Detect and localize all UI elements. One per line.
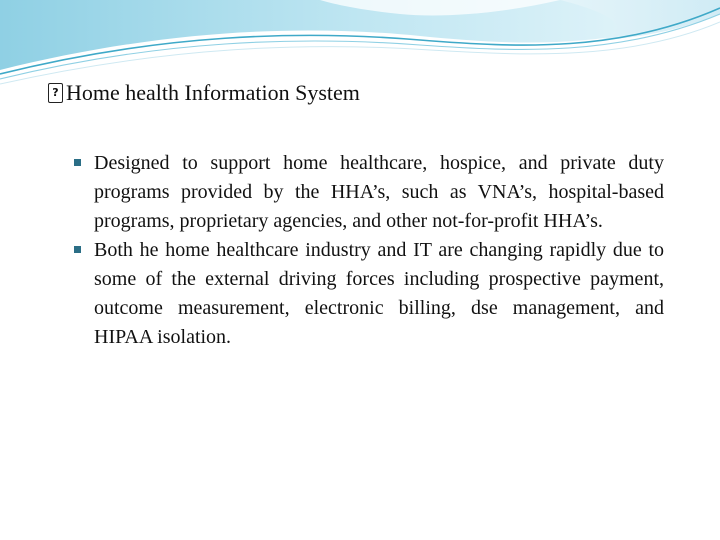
square-bullet-icon bbox=[74, 246, 81, 253]
bullet-item bbox=[94, 236, 664, 352]
square-bullet-icon bbox=[74, 159, 81, 166]
bullet-list bbox=[94, 149, 664, 352]
bullet-item bbox=[94, 149, 664, 236]
slide-title bbox=[48, 78, 360, 108]
bullet-text: Both he home healthcare industry and IT are changing rapidly due to some of the external driving forces including prospective payment, outcome measurement, electronic billing, dse management, and HIPAA isolation. bbox=[94, 239, 664, 348]
header-wave-decoration bbox=[0, 0, 720, 90]
missing-glyph-icon bbox=[48, 83, 63, 103]
slide-title-text: Home health Information System bbox=[66, 80, 360, 105]
bullet-text: Designed to support home healthcare, hospice, and private duty programs provided by the HHA’s, such as VNA’s, hospital-based programs, proprietary agencies, and other not-for-profit HHA’s. bbox=[94, 152, 664, 232]
